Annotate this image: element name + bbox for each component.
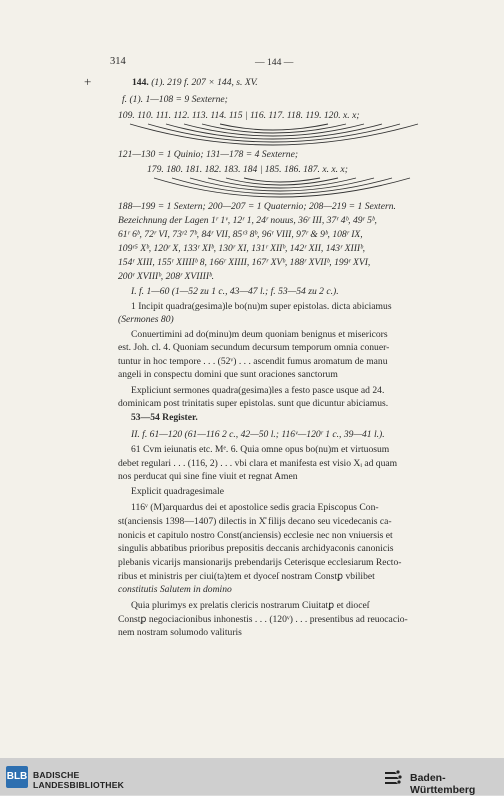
section-2-letter-7: constitutis Salutem in domino: [118, 584, 232, 595]
section-2-letter-6: ribus et ministris per ciui(ta)tem et dyoceſ nostram Constꝑ vbilibet: [118, 571, 375, 582]
section-2-letter-1: 116ᵛ (M)arquardus dei et apostolice sedis gracia Episcopus Con-: [131, 502, 379, 513]
quire-signatures-5: 200ʳ XVIIIᵇ, 208ʳ XVIIIIᵇ.: [118, 271, 215, 282]
section-1-explicit-1: Expliciunt sermones quadra(gesima)les a festo pasce usque ad 24.: [131, 385, 385, 396]
section-2-letter-3: nonicis et capitulo nostro Const(anciensis) ecclesie nec non vniuersis et: [118, 530, 393, 541]
library-name-line-2: LANDESBIBLIOTHEK: [33, 780, 125, 790]
section-2-letter-5: plebanis vicarijs mansionarijs prebendarijs Ceterisque ecclesiarum Recto-: [118, 557, 402, 568]
quire-signatures-4: 154ʳ XIII, 155ʳ XIIIIᵇ 8, 166ʳ XIIII, 167ʳ XVᵇ, 188ʳ XVIIᵇ, 199ʳ XVI,: [118, 257, 371, 268]
section-2-text-3: nos perducat qui sine fine viuit et regnat Amen: [118, 471, 298, 482]
section-2-text-2: debet regulari . . . (116, 2) . . . vbi clara et manifesta est visio Xᵢ ad quam: [118, 458, 398, 469]
section-2-letter-9: Constꝑ negociacionibus inhonestis . . . (120ᵛ) . . . presentibus ad reuocacio-: [118, 614, 408, 625]
state-name: Baden-Württemberg: [410, 772, 476, 796]
section-1-text-3: tuntur in hoc tempore . . . (52ᵛ) . . . ascendit fumus aromatum de manu: [118, 356, 388, 367]
section-1-text-4: angeli in conspectu domini que sunt oraciones sanctorum: [118, 369, 338, 380]
section-2-letter-4: singulis abbatibus prioribus prepositis deccanis archidyaconis canonicis: [118, 543, 394, 554]
section-1-incipit: 1 Incipit quadra(gesima)le bo(nu)m super epistolas. dicta abiciamus: [131, 301, 392, 312]
library-logo[interactable]: BLB: [6, 766, 28, 788]
quire-signatures-2: 61ʳ 6ᵇ, 72ʳ VI, 73ʳ² 7ᵇ, 84ʳ VII, 85ʳ³ 8ᵇ, 96ʳ VIII, 97ʳ & 9ᵇ, 108ʳ IX,: [118, 229, 363, 240]
section-2-explicit: Explicit quadragesimale: [131, 486, 224, 497]
library-name-line-1: BADISCHE: [33, 770, 80, 780]
section-1-text-1: Conuertimini ad do(minu)m deum quoniam benignus et misericors: [131, 329, 388, 340]
gathering-line-1: f. (1). 1—108 = 9 Sexterne;: [122, 94, 228, 105]
quire-signatures-3: 109ʳ⁵ Xᵇ, 120ʳ X, 133ʳ XIᵇ, 130ʳ XI, 131ʳ XIIᵇ, 142ʳ XII, 143ʳ XIIIᵇ,: [118, 243, 366, 254]
gathering-line-2: 121—130 = 1 Quinio; 131—178 = 4 Sexterne;: [118, 149, 299, 160]
section-1-title: I. f. 1—60 (1—52 zu 1 c., 43—47 l.; f. 53—54 zu 2 c.).: [131, 286, 339, 297]
quire-signatures-1: Bezeichnung der Lagen 1ʳ 1ᵛ, 12ʳ 1, 24ʳ nouus, 36ʳ III, 37ʳ 4ᵇ, 49ʳ 5ᵇ,: [118, 215, 377, 226]
page-number: 314: [110, 56, 126, 67]
state-lions-icon: [382, 767, 404, 789]
gathering-numbers-2: 179. 180. 181. 182. 183. 184 | 185. 186. 187. x. x. x;: [147, 164, 348, 175]
entry-heading-rest: (1). 219 f. 207 × 144, s. XV.: [151, 77, 258, 88]
entry-number: 144.: [132, 77, 149, 88]
section-2-letter-8: Quia plurimys ex prelatis clericis nostrarum Ciuitatꝑ et dioceſ: [131, 600, 370, 611]
gathering-line-3: 188—199 = 1 Sextern; 200—207 = 1 Quaternio; 208—219 = 1 Sextern.: [118, 201, 396, 212]
entry-heading: [132, 77, 258, 89]
section-1-note: (Sermones 80): [118, 314, 174, 325]
section-2-letter-2: st(anciensis 1398—1407) dilectis in X̊ filijs decano seu vicedecanis ca-: [118, 516, 392, 527]
section-2-letter-10: nem nostram solumodo valituris: [118, 627, 242, 638]
running-head: — 144 —: [255, 57, 294, 68]
section-1-text-2: est. Joh. cl. 4. Quoniam secundum decursum temporum omnia conuer-: [118, 342, 390, 353]
gathering-numbers-1: 109. 110. 111. 112. 113. 114. 115 | 116. 117. 118. 119. 120. x. x;: [118, 110, 360, 121]
section-2-title: II. f. 61—120 (61—116 2 c., 42—50 l.; 116ᵛ—120ʳ 1 c., 39—41 l.).: [131, 429, 385, 440]
section-1-register: 53—54 Register.: [131, 412, 198, 423]
margin-mark: +: [84, 74, 92, 89]
section-1-explicit-2: dominicam post trinitatis super epistolas. sunt que dicuntur abiciamus.: [118, 398, 389, 409]
section-2-text-1: 61 Cvm ieiunatis etc. Mᵉ. 6. Quia omne opus bo(nu)m et virtuosum: [131, 444, 390, 455]
